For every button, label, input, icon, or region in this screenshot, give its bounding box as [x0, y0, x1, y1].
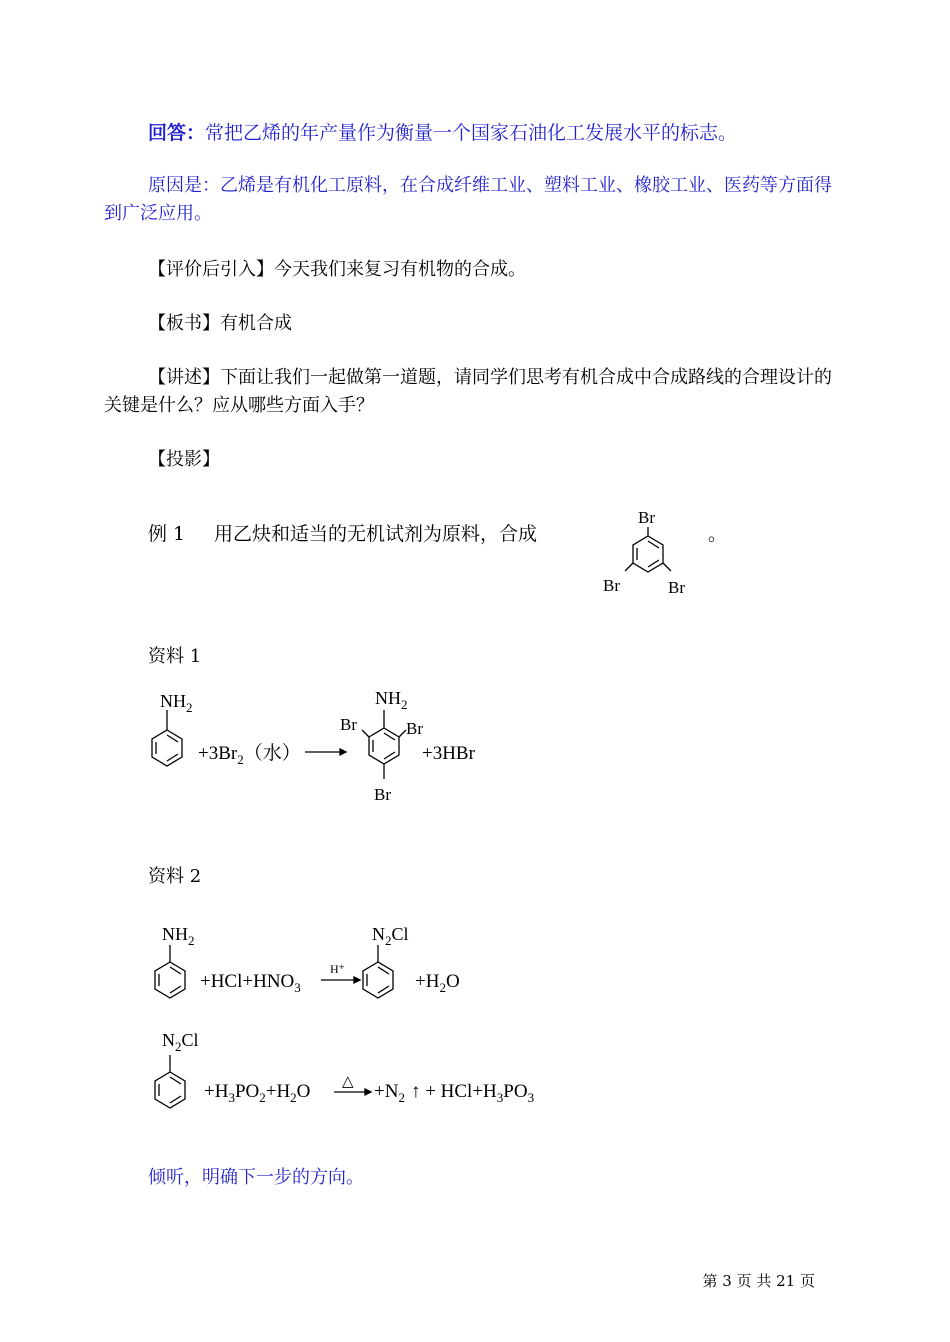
example-tail: 。 — [708, 523, 728, 545]
material1-label: 资料 1 — [148, 646, 202, 667]
svg-text:+H3PO2+H2O: $+H_3PO_2+H_2O$ — [204, 1081, 311, 1105]
svg-text:+HCl+HNO3 — [200, 971, 301, 995]
svg-text:N2Cl — [372, 924, 409, 948]
svg-text:+H2O — [415, 971, 460, 995]
answer-label: 回答： — [148, 122, 206, 144]
product-br-top: Br — [638, 508, 655, 527]
m1-product-group: NH — [375, 688, 401, 708]
material2-label: 资料 2 — [148, 866, 202, 887]
m2r1-byproduct: +H — [415, 971, 440, 992]
example-number: 例 1 — [148, 523, 186, 545]
m2r1-product-a: N — [372, 924, 385, 944]
lecture-paragraph: 【讲述】下面让我们一起做第一道题，请同学们思考有机合成中合成路线的合理设计的关键是什么？应从哪些方面入手？ — [104, 367, 832, 416]
m2r1-reagents-sub: 3 — [294, 980, 301, 995]
m1-product-sub: 2 — [401, 697, 408, 712]
example-text: 用乙炔和适当的无机试剂为原料，合成 — [214, 523, 538, 545]
m2r2-reagents-a: +H — [204, 1081, 229, 1102]
m1-product-br-right: Br — [406, 719, 423, 738]
material2-reaction2 — [140, 1022, 580, 1112]
page-footer: 第 3 页 共 21 页 — [702, 1272, 815, 1290]
product-br-right: Br — [668, 578, 685, 597]
m1-reagent: +3Br — [198, 743, 238, 764]
listen-paragraph: 倾听，明确下一步的方向。 — [148, 1167, 364, 1188]
m1-product-br-left: Br — [340, 715, 357, 734]
answer-text: 常把乙烯的年产量作为衡量一个国家石油化工发展水平的标志。 — [205, 122, 738, 144]
svg-text:NH2 — [160, 691, 193, 715]
board-paragraph: 【板书】有机合成 — [148, 313, 292, 334]
m2r1-arrow-cond: H⁺ — [330, 962, 345, 976]
svg-text:+N2↑ + HCl+H3PO3: $+N_2$ ↑ + $HCl+H_3PO_3$ — [374, 1081, 535, 1105]
m2r1-reactant-sub: 2 — [188, 933, 195, 948]
m2r2-reactant-sub: 2 — [175, 1039, 182, 1054]
m2r1-reagents: +HCl+HNO — [200, 971, 295, 992]
m2r2-arrow-cond: △ — [342, 1074, 354, 1090]
m1-reactant-sub: 2 — [186, 700, 193, 715]
m2r1-reactant-group: NH — [162, 924, 188, 944]
m2r2-reactant-a: N — [162, 1030, 175, 1050]
m2r1-byproduct-tail: O — [445, 971, 460, 992]
m1-byproduct: +3HBr — [422, 743, 475, 764]
m1-reactant-group: NH — [160, 691, 186, 711]
m2r1-product-b: Cl — [391, 924, 409, 944]
m2r1-product-sub: 2 — [385, 933, 392, 948]
m2r1-byproduct-sub: 2 — [439, 980, 446, 995]
svg-text:+3Br2（水） — [198, 742, 301, 767]
material2-reaction1 — [140, 915, 500, 1005]
material1-reaction — [140, 680, 520, 810]
tribromobenzene-structure — [598, 505, 698, 600]
svg-text:NH2 — [162, 924, 195, 948]
answer-line — [148, 118, 737, 145]
m2r2-reactant-b: Cl — [181, 1030, 199, 1050]
projection-paragraph: 【投影】 — [148, 449, 220, 470]
m1-product-br-bottom: Br — [374, 785, 391, 804]
product-br-left: Br — [603, 576, 620, 595]
m1-reagent-sub: 2 — [237, 752, 244, 767]
svg-text:NH2 — [375, 688, 408, 712]
m1-reagent-cond: （水） — [243, 743, 301, 764]
svg-text:N2Cl — [162, 1030, 199, 1054]
m2r2-products: +N — [374, 1081, 399, 1102]
reason-paragraph: 原因是：乙烯是有机化工原料，在合成纤维工业、塑料工业、橡胶工业、医药等方面得到广泛应用。 — [104, 175, 832, 224]
intro-paragraph: 【评价后引入】今天我们来复习有机物的合成。 — [148, 259, 526, 280]
